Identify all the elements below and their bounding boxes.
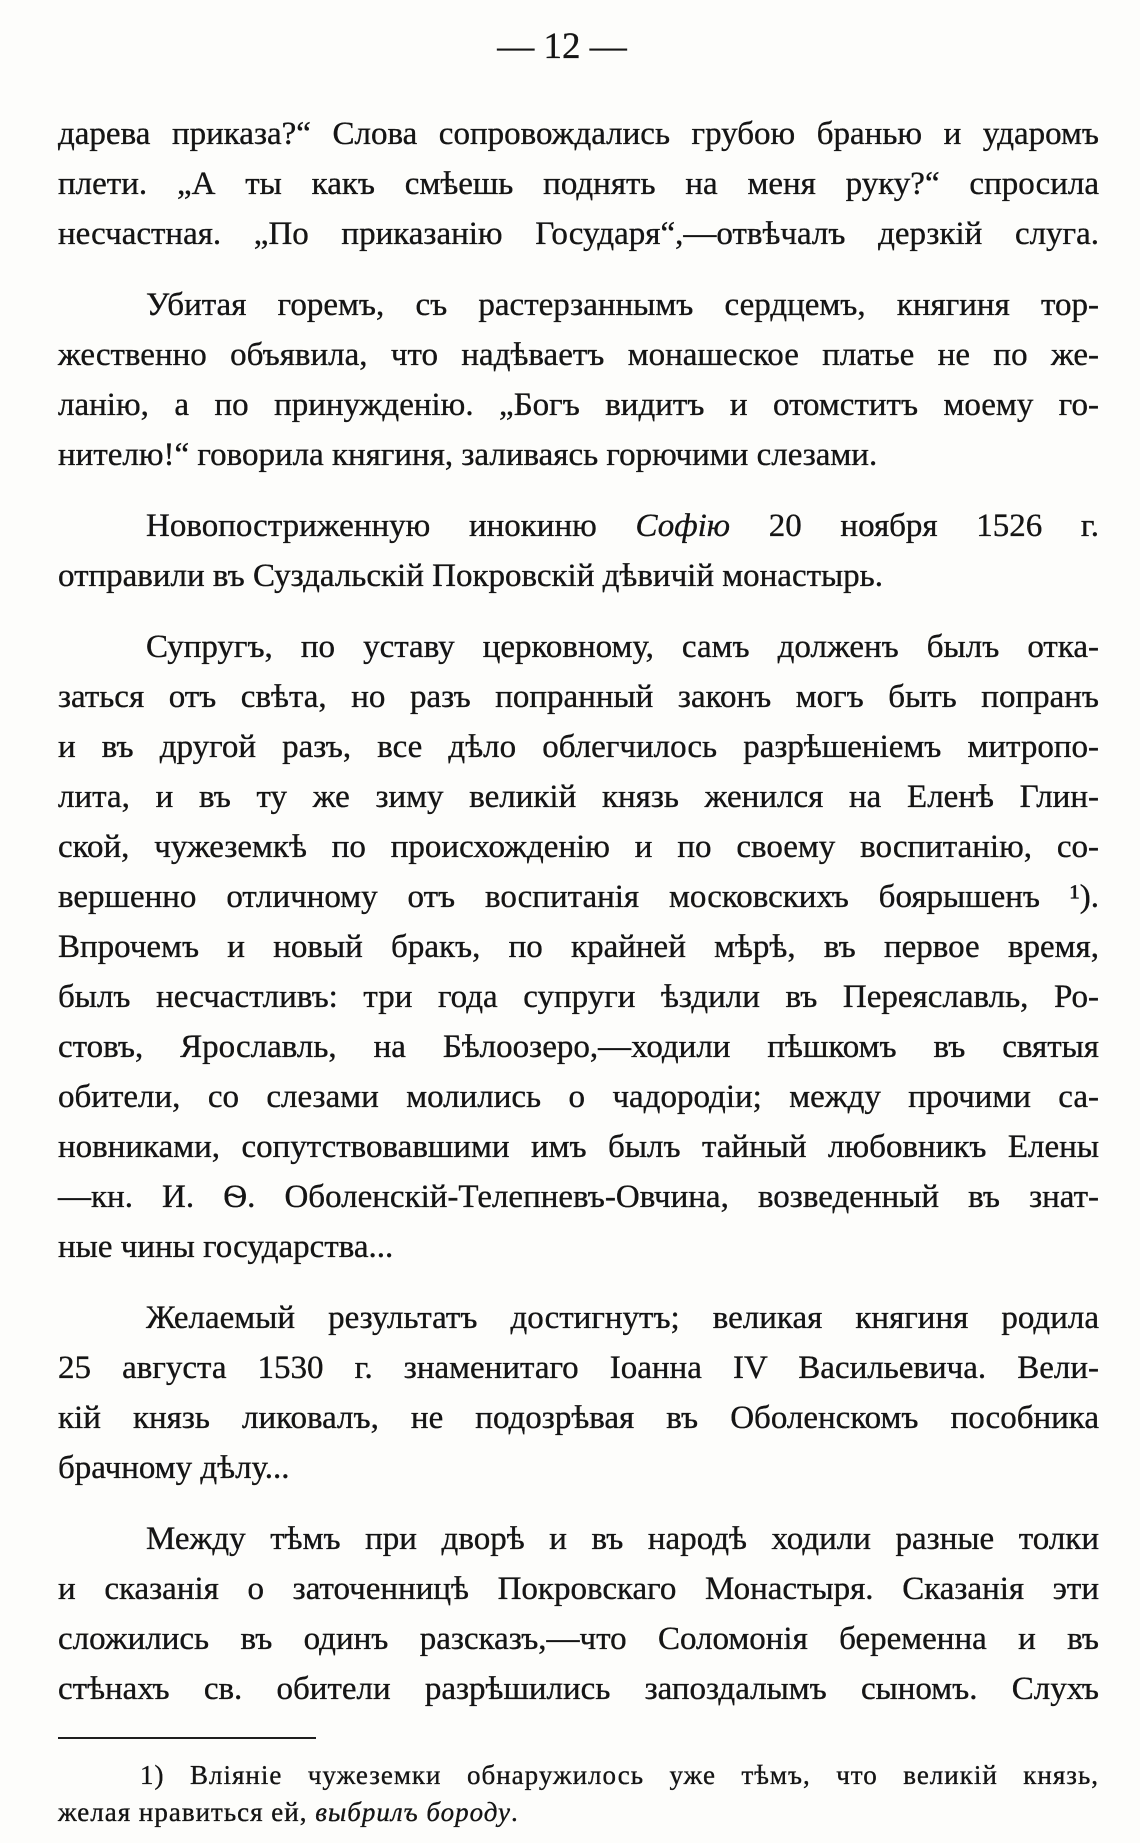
footnote xyxy=(58,1757,1099,1831)
italic-text: Софію xyxy=(635,508,731,544)
text-line: ской, чужеземкѣ по происхожденію и по своему воспитанію, со- xyxy=(58,829,1099,865)
text-line: вершенно отличному отъ воспитанія московскихъ боярышенъ ¹). xyxy=(58,879,1099,915)
text-line: Между тѣмъ при дворѣ и въ народѣ ходили разные толки xyxy=(146,1521,1099,1557)
paragraph-1 xyxy=(58,109,1099,259)
paragraph-3 xyxy=(58,501,1099,601)
text-segment: 20 ноября 1526 г. xyxy=(768,508,1099,544)
text-line: новниками, сопутствовавшими имъ былъ тайный любовникъ Елены xyxy=(58,1129,1099,1165)
footnote-text: Вліяніе чужеземки обнаружилось уже тѣмъ, что великій князь, xyxy=(190,1760,1100,1790)
text-line: кій князь ликовалъ, не подозрѣвая въ Оболенскомъ пособника xyxy=(58,1400,1099,1436)
body-text xyxy=(58,109,1099,1714)
text-line: былъ несчастливъ: три года супруги ѣздили въ Переяславль, Ро- xyxy=(58,979,1099,1015)
text-line: Супругъ, по уставу церковному, самъ долженъ былъ отка- xyxy=(146,629,1099,665)
text-line: брачному дѣлу... xyxy=(58,1450,290,1486)
text-line: Впрочемъ и новый бракъ, по крайней мѣрѣ, въ первое время, xyxy=(58,929,1099,965)
text-line: несчастная. „По приказанію Государя“,—отвѣчалъ дерзкій слуга. xyxy=(58,216,1099,252)
text-line: плети. „А ты какъ смѣешь поднять на меня руку?“ спросила xyxy=(58,166,1099,202)
text-line: и сказанія о заточенницѣ Покровскаго Монастыря. Сказанія эти xyxy=(58,1571,1099,1607)
text-line: стовъ, Ярославль, на Бѣлоозеро,—ходили пѣшкомъ въ святыя xyxy=(58,1029,1099,1065)
text-line: Желаемый результатъ достигнутъ; великая княгиня родила xyxy=(146,1300,1099,1336)
text-line: и въ другой разъ, все дѣло облегчилось разрѣшеніемъ митропо- xyxy=(58,729,1099,765)
footnote-text: . xyxy=(511,1797,519,1827)
text-line: лита, и въ ту же зиму великій князь женился на Еленѣ Глин- xyxy=(58,779,1099,815)
footnote-rule xyxy=(58,1737,316,1739)
italic-text: выбрилъ бороду xyxy=(315,1797,512,1827)
page-number: — 12 — xyxy=(497,26,627,67)
footnote-line xyxy=(58,1757,1099,1794)
text-line: стѣнахъ св. обители разрѣшились запоздалымъ сыномъ. Слухъ xyxy=(58,1671,1099,1707)
text-line: Убитая горемъ, съ растерзаннымъ сердцемъ, княгиня тор- xyxy=(146,287,1099,323)
text-line: заться отъ свѣта, но разъ попранный законъ могъ быть попранъ xyxy=(58,679,1099,715)
text-line: дарева приказа?“ Слова сопровождались грубою бранью и ударомъ xyxy=(58,116,1099,152)
footnote-text: желая нравиться ей, xyxy=(58,1797,308,1827)
text-line: ные чины государства... xyxy=(58,1229,394,1265)
paragraph-4 xyxy=(58,622,1099,1272)
text-line: 25 августа 1530 г. знаменитаго Іоанна IV Васильевича. Вели- xyxy=(58,1350,1099,1386)
text-line: отправили въ Суздальскій Покровскій дѣвичій монастырь. xyxy=(58,558,883,594)
text-line: нителю!“ говорила княгиня, заливаясь горючими слезами. xyxy=(58,437,878,473)
footnote-line xyxy=(58,1794,1099,1831)
paragraph-6 xyxy=(58,1514,1099,1714)
text-segment: Новопостриженную инокиню xyxy=(146,508,597,544)
paragraph-2 xyxy=(58,280,1099,480)
footnote-marker: 1) xyxy=(140,1760,165,1790)
text-line: —кн. И. Ѳ. Оболенскій-Телепневъ-Овчина, возведенный въ знат- xyxy=(58,1179,1099,1215)
text-line: жественно объявила, что надѣваетъ монашеское платье не по же- xyxy=(58,337,1099,373)
text-line: обители, со слезами молились о чадородіи; между прочими са- xyxy=(58,1079,1099,1115)
text-line: ланію, а по принужденію. „Богъ видитъ и отомститъ моему го- xyxy=(58,387,1099,423)
text-line xyxy=(58,501,1099,551)
text-line: сложились въ одинъ разсказъ,—что Соломонія беременна и въ xyxy=(58,1621,1099,1657)
paragraph-5 xyxy=(58,1293,1099,1493)
